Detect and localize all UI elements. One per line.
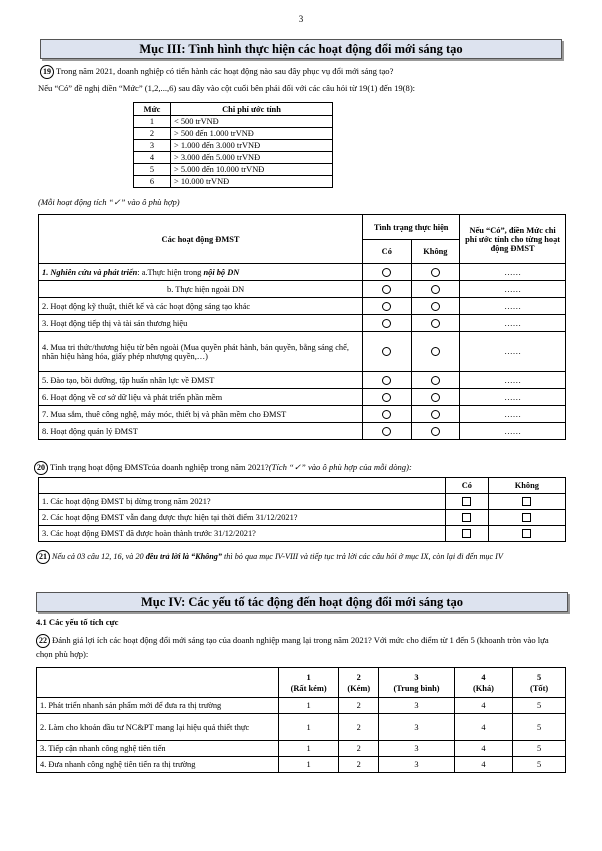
- q22-row-label: 1. Phát triển nhanh sản phẩm mới để đưa ra thị trường: [37, 698, 279, 714]
- activity-label: [39, 389, 363, 406]
- q22-row-label: 4. Đưa nhanh công nghệ tiên tiến ra thị trường: [37, 757, 279, 773]
- q22-text: Đánh giá lợi ích các hoạt động đổi mới sáng tạo của doanh nghiệp mang lại trong năm 2021? Với mức cho điểm từ 1 đến 5 (khoanh tròn vào lựa chọn phù hợp):: [36, 635, 549, 660]
- status-yes-cell[interactable]: [363, 298, 411, 315]
- q20-table: [38, 477, 566, 542]
- activity-text: 2. Hoạt động kỹ thuật, thiết kế và các hoạt động sáng tạo khác: [42, 301, 251, 311]
- activity-text: 8. Hoạt động quản lý ĐMST: [42, 426, 138, 436]
- level-fill-cell[interactable]: ……: [460, 389, 566, 406]
- q20-rows: [39, 494, 566, 542]
- radio-circle-icon[interactable]: [382, 427, 391, 436]
- checkbox-icon[interactable]: [462, 529, 471, 538]
- status-header: Tình trạng thực hiện: [363, 215, 460, 240]
- q22-score-option[interactable]: 5: [513, 698, 566, 714]
- level-number: 2: [134, 128, 171, 140]
- level-cost: > 500 đến 1.000 trVNĐ: [171, 128, 333, 140]
- level-cost: > 10.000 trVNĐ: [171, 176, 333, 188]
- level-number: 4: [134, 152, 171, 164]
- q22-score-option[interactable]: 3: [379, 714, 454, 741]
- q22-row: [37, 714, 566, 741]
- radio-circle-icon[interactable]: [431, 376, 440, 385]
- q20-row-label: 3. Các hoạt động ĐMST đã được hoàn thành trước 31/12/2021?: [39, 526, 446, 542]
- q22-score-option[interactable]: 4: [454, 714, 512, 741]
- radio-circle-icon[interactable]: [382, 319, 391, 328]
- q19-note: (Mỗi hoạt động tích “✓” vào ô phù hợp): [38, 197, 180, 207]
- page-number: 3: [298, 14, 304, 24]
- activity-label: [39, 298, 363, 315]
- activity-label: [39, 315, 363, 332]
- section-3-title: Mục III: Tình hình thực hiện các hoạt động đổi mới sáng tạo: [40, 39, 562, 59]
- radio-circle-icon[interactable]: [382, 285, 391, 294]
- cost-level-row: [134, 128, 333, 140]
- cost-level-row: [134, 152, 333, 164]
- q22-rows: [37, 698, 566, 773]
- activity-text: 3. Hoạt động tiếp thị và tài sản thương hiệu: [42, 318, 188, 328]
- level-fill-cell[interactable]: ……: [460, 298, 566, 315]
- q20-no-cell[interactable]: [488, 494, 565, 510]
- status-yes-cell[interactable]: [363, 372, 411, 389]
- q20-no-header: Không: [488, 478, 565, 494]
- scale-label: (Khá): [473, 683, 494, 693]
- cost-level-rows: [134, 116, 333, 188]
- cost-level-row: [134, 140, 333, 152]
- status-no-cell[interactable]: [411, 298, 460, 315]
- level-number: 5: [134, 164, 171, 176]
- activity-text: b. Thực hiện ngoài DN: [167, 284, 245, 294]
- activity-text: 7. Mua sắm, thuê công nghệ, máy móc, thiết bị và phần mềm cho ĐMST: [42, 409, 287, 419]
- scale-label: (Rất kém): [290, 683, 327, 693]
- q22-scale-header: [454, 668, 512, 698]
- level-cost: > 5.000 đến 10.000 trVNĐ: [171, 164, 333, 176]
- activity-row: [39, 332, 566, 372]
- q20-row: [39, 526, 566, 542]
- scale-label: (Trung bình): [393, 683, 440, 693]
- q22-row-label: 3. Tiếp cận nhanh công nghệ tiên tiến: [37, 741, 279, 757]
- checkbox-icon[interactable]: [522, 529, 531, 538]
- activity-text: : a.Thực hiện trong: [137, 267, 204, 277]
- q22-prompt: [36, 634, 566, 660]
- activity-text: 4. Mua tri thức/thương hiệu từ bên ngoài (Mua quyền phát hành, bản quyền, bằng sáng chế, nhãn hiệu hàng hóa, giấy phép nhượng quyền,…): [42, 342, 349, 361]
- q22-score-option[interactable]: 4: [454, 741, 512, 757]
- q22-score-option[interactable]: 5: [513, 757, 566, 773]
- q20-row-label: 2. Các hoạt động ĐMST vẫn đang được thực hiện tại thời điểm 31/12/2021?: [39, 510, 446, 526]
- q20-yes-header: Có: [446, 478, 489, 494]
- q22-score-option[interactable]: 1: [279, 698, 339, 714]
- radio-circle-icon[interactable]: [382, 347, 391, 356]
- status-no-cell[interactable]: [411, 406, 460, 423]
- scale-number: 1: [306, 672, 311, 682]
- activity-row: [39, 264, 566, 281]
- activity-row: [39, 315, 566, 332]
- level-cost: > 3.000 đến 5.000 trVNĐ: [171, 152, 333, 164]
- q22-score-option[interactable]: 3: [379, 698, 454, 714]
- q19-activities-table: [38, 214, 566, 440]
- q21-text-a: Nếu cả 03 câu 12, 16, và 20: [52, 551, 146, 561]
- q19-prompt: [40, 65, 393, 79]
- q22-scale-header: [513, 668, 566, 698]
- q22-score-option[interactable]: 2: [339, 741, 379, 757]
- activity-bold-2: nội bộ DN: [203, 267, 240, 277]
- level-fill-cell[interactable]: ……: [460, 406, 566, 423]
- q22-score-option[interactable]: 4: [454, 757, 512, 773]
- activity-row: [39, 298, 566, 315]
- q20-number: 20: [34, 461, 48, 475]
- q21-number: 21: [36, 550, 50, 564]
- activity-label: [39, 406, 363, 423]
- q19-number: 19: [40, 65, 54, 79]
- status-yes-cell[interactable]: [363, 389, 411, 406]
- q22-row-label: 2. Làm cho khoản đầu tư NC&PT mang lại hiệu quả thiết thực: [37, 714, 279, 741]
- level-fill-header: Nếu “Có”, điền Mức chi phí ước tính cho từng hoạt động ĐMST: [460, 215, 566, 264]
- q20-no-cell[interactable]: [488, 510, 565, 526]
- status-yes-cell[interactable]: [363, 281, 411, 298]
- q22-score-option[interactable]: 2: [339, 757, 379, 773]
- status-yes-cell[interactable]: [363, 423, 411, 440]
- radio-circle-icon[interactable]: [431, 347, 440, 356]
- radio-circle-icon[interactable]: [431, 285, 440, 294]
- status-yes-cell[interactable]: [363, 332, 411, 372]
- q22-score-option[interactable]: 4: [454, 698, 512, 714]
- level-fill-cell[interactable]: ……: [460, 315, 566, 332]
- level-number: 3: [134, 140, 171, 152]
- status-no-cell[interactable]: [411, 281, 460, 298]
- status-yes-cell[interactable]: [363, 315, 411, 332]
- activity-row: [39, 406, 566, 423]
- radio-circle-icon[interactable]: [431, 302, 440, 311]
- q21-text-bold: đều trả lời là “Không”: [145, 551, 222, 561]
- q20-row-label: 1. Các hoạt động ĐMST bị dừng trong năm 2021?: [39, 494, 446, 510]
- q20-blank-header: [39, 478, 446, 494]
- activity-text: 5. Đào tạo, bồi dưỡng, tập huấn nhân lực về ĐMST: [42, 375, 215, 385]
- status-no-cell[interactable]: [411, 315, 460, 332]
- section-4-title: Mục IV: Các yếu tố tác động đến hoạt động đổi mới sáng tạo: [36, 592, 568, 612]
- q21-instruction: [36, 550, 564, 564]
- q20-text: Tình trạng hoạt động ĐMSTcủa doanh nghiệp trong năm 2021?: [50, 461, 269, 472]
- section-4-subtitle: 4.1 Các yếu tố tích cực: [36, 617, 119, 627]
- checkbox-icon[interactable]: [522, 513, 531, 522]
- radio-circle-icon[interactable]: [382, 393, 391, 402]
- level-fill-cell[interactable]: ……: [460, 332, 566, 372]
- scale-number: 3: [414, 672, 419, 682]
- radio-circle-icon[interactable]: [431, 427, 440, 436]
- activity-label: [39, 423, 363, 440]
- level-cost: > 1.000 đến 3.000 trVNĐ: [171, 140, 333, 152]
- level-fill-cell[interactable]: ……: [460, 372, 566, 389]
- status-no-cell[interactable]: [411, 332, 460, 372]
- scale-number: 5: [537, 672, 542, 682]
- status-yes-cell[interactable]: [363, 264, 411, 281]
- activity-label: [39, 264, 363, 281]
- q22-score-option[interactable]: 1: [279, 757, 339, 773]
- radio-circle-icon[interactable]: [382, 302, 391, 311]
- status-no-cell[interactable]: [411, 423, 460, 440]
- status-no-cell[interactable]: [411, 372, 460, 389]
- q22-blank-header: [37, 668, 279, 698]
- q20-row: [39, 494, 566, 510]
- radio-circle-icon[interactable]: [431, 268, 440, 277]
- level-number: 1: [134, 116, 171, 128]
- q20-row: [39, 510, 566, 526]
- q20-no-cell[interactable]: [488, 526, 565, 542]
- no-header: Không: [411, 240, 460, 264]
- activity-row: [39, 389, 566, 406]
- q22-row: [37, 757, 566, 773]
- checkbox-icon[interactable]: [462, 513, 471, 522]
- activity-label: [39, 372, 363, 389]
- q22-scale-header: [279, 668, 339, 698]
- q20-yes-cell[interactable]: [446, 510, 489, 526]
- level-cost: < 500 trVNĐ: [171, 116, 333, 128]
- level-fill-cell[interactable]: ……: [460, 281, 566, 298]
- activity-label: [39, 332, 363, 372]
- activity-text: 6. Hoạt động về cơ sở dữ liệu và phát triển phần mềm: [42, 392, 223, 402]
- radio-circle-icon[interactable]: [382, 268, 391, 277]
- cost-level-row: [134, 164, 333, 176]
- q22-score-option[interactable]: 1: [279, 741, 339, 757]
- cost-level-row: [134, 176, 333, 188]
- q21-text-b: thì bỏ qua mục IV-VIII và tiếp tục trả lời các câu hỏi ở mục IX, còn lại đi đến mục IV: [221, 551, 503, 561]
- cost-level-row: [134, 116, 333, 128]
- q22-row: [37, 698, 566, 714]
- q22-rating-table: [36, 667, 566, 773]
- activity-header: Các hoạt động ĐMST: [39, 215, 363, 264]
- q19-text: Trong năm 2021, doanh nghiệp có tiến hành các hoạt động nào sau đây phục vụ đổi mới sáng tạo?: [56, 65, 394, 76]
- scale-label: (Kém): [347, 683, 371, 693]
- q22-score-option[interactable]: 5: [513, 741, 566, 757]
- radio-circle-icon[interactable]: [431, 393, 440, 402]
- scale-label: (Tốt): [530, 683, 549, 693]
- q22-number: 22: [36, 634, 50, 648]
- cost-level-table: [133, 102, 333, 188]
- status-no-cell[interactable]: [411, 389, 460, 406]
- q22-row: [37, 741, 566, 757]
- q22-score-option[interactable]: 3: [379, 757, 454, 773]
- q19-rows: [39, 264, 566, 440]
- level-fill-cell[interactable]: ……: [460, 264, 566, 281]
- activity-bold: 1. Nghiên cứu và phát triển: [42, 267, 138, 277]
- radio-circle-icon[interactable]: [382, 410, 391, 419]
- checkbox-icon[interactable]: [462, 497, 471, 506]
- level-fill-cell[interactable]: ……: [460, 423, 566, 440]
- radio-circle-icon[interactable]: [431, 410, 440, 419]
- q22-score-option[interactable]: 2: [339, 714, 379, 741]
- activity-row: [39, 423, 566, 440]
- status-yes-cell[interactable]: [363, 406, 411, 423]
- cost-header: Chi phí ước tính: [171, 103, 333, 116]
- scale-number: 4: [481, 672, 486, 682]
- status-no-cell[interactable]: [411, 264, 460, 281]
- q22-scale-header: [379, 668, 454, 698]
- level-header: Mức: [134, 103, 171, 116]
- q20-prompt: [34, 461, 412, 475]
- q19-instruction: Nếu “Có” đề nghị điền “Mức” (1,2,...,6) sau đây vào cột cuối bên phải đối với các câu hỏi từ 19(1) đến 19(8):: [38, 83, 416, 93]
- activity-label: [39, 281, 363, 298]
- q22-score-option[interactable]: 1: [279, 714, 339, 741]
- q22-score-option[interactable]: 3: [379, 741, 454, 757]
- q20-yes-cell[interactable]: [446, 526, 489, 542]
- scale-number: 2: [356, 672, 361, 682]
- q22-score-option[interactable]: 2: [339, 698, 379, 714]
- yes-header: Có: [363, 240, 411, 264]
- radio-circle-icon[interactable]: [431, 319, 440, 328]
- checkbox-icon[interactable]: [522, 497, 531, 506]
- q22-scale-header: [339, 668, 379, 698]
- activity-row: [39, 372, 566, 389]
- level-number: 6: [134, 176, 171, 188]
- radio-circle-icon[interactable]: [382, 376, 391, 385]
- activity-row: [39, 281, 566, 298]
- q22-score-option[interactable]: 5: [513, 714, 566, 741]
- q20-note: (Tích “✓” vào ô phù hợp của mỗi dòng):: [268, 461, 412, 472]
- q20-yes-cell[interactable]: [446, 494, 489, 510]
